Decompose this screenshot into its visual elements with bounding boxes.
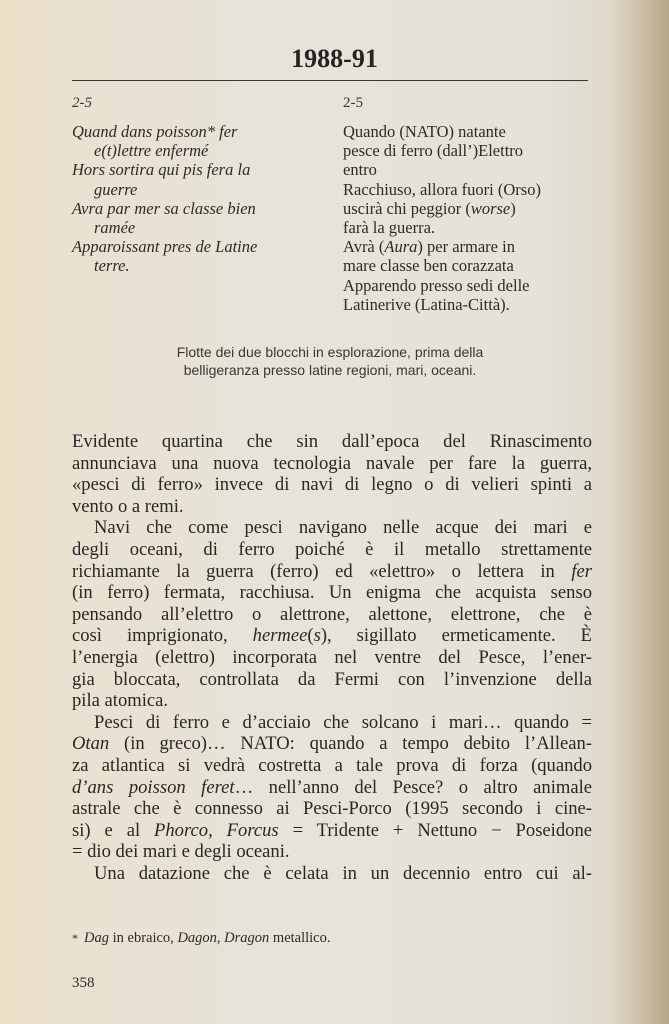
text-run: Evidente quartina che sin dall’epoca del Rinascimento (72, 431, 592, 452)
french-quatrain (72, 122, 257, 276)
text-run: Racchiuso, allora fuori (Orso) (343, 179, 541, 199)
text-run: , (208, 819, 227, 841)
text-run: in ebraico, (108, 930, 178, 946)
body-line (72, 863, 592, 885)
body-line (72, 431, 592, 453)
italian-translation (343, 122, 541, 314)
italic-text: worse (470, 198, 511, 218)
body-line (72, 496, 592, 518)
translation-line (343, 276, 541, 295)
italic-text: Dag (84, 930, 109, 946)
text-run: metallico. (269, 930, 331, 946)
header-rule (72, 80, 588, 81)
caption-line: belligeranza presso latine regioni, mari, oceani. (183, 362, 477, 378)
quatrain-line: ramée (94, 218, 136, 238)
italic-text: Phorco (154, 819, 209, 841)
page-number: 358 (72, 975, 95, 991)
body-line (72, 733, 592, 755)
left-column-label: 2-5 (72, 95, 92, 111)
text-run: Navi che come pesci navigano nelle acque dei mari e (94, 517, 592, 539)
body-line (72, 798, 592, 820)
text-run: vento o a remi. (72, 495, 184, 517)
text-run: richiamante la guerra (ferro) ed «elettro» o lettera in (72, 560, 572, 582)
quatrain-line: Apparoissant pres de Latine (72, 237, 258, 257)
translation-line (343, 160, 541, 179)
text-run: (in ferro) fermata, racchiusa. Un enigma che acquista senso (72, 582, 592, 604)
text-run: pesce di ferro (dall’)Elettro (343, 141, 524, 161)
italic-text: d’ans poisson feret (72, 776, 235, 798)
body-line (72, 453, 592, 475)
text-run: = dio dei mari e degli oceani. (72, 841, 290, 863)
text-run: astrale che è connesso ai Pesci-Porco (1995 secondo i cine- (72, 798, 592, 820)
quatrain-line: e(t)lettre enfermé (94, 141, 209, 161)
text-run: Quando (NATO) natante (343, 122, 506, 141)
text-run: Una datazione che è celata in un decennio entro cui al- (94, 862, 592, 884)
text-run: gia bloccata, controllata da Fermi con l’invenzione della (72, 668, 592, 690)
text-run: pila atomica. (72, 690, 169, 712)
body-line (72, 841, 592, 863)
quatrain-line: Hors sortira qui pis fera la (72, 160, 251, 180)
quatrain-line: Avra par mer sa classe bien (72, 198, 256, 218)
footnote-marker: * (72, 931, 78, 945)
text-run: entro (343, 160, 377, 180)
quatrain-line: Quand dans poisson* fer (72, 122, 238, 141)
right-column-label: 2-5 (343, 95, 363, 111)
body-line (72, 625, 592, 647)
body-line (72, 777, 592, 799)
italic-text: Dagon (177, 930, 217, 946)
text-run: così imprigionato, (72, 625, 253, 647)
body-line (72, 647, 592, 669)
translation-line (343, 199, 541, 218)
text-run: annunciava una nuova tecnologia navale per fare la guerra, (72, 452, 592, 474)
body-line (72, 517, 592, 539)
text-run: = Tridente + Nettuno − Poseidone (278, 819, 592, 841)
translation-line (343, 256, 541, 275)
text-run: ( (307, 625, 314, 647)
quatrain-line: terre. (94, 256, 130, 276)
body-line (72, 712, 592, 734)
body-line (72, 690, 592, 712)
text-run: «pesci di ferro» invece di navi di legno o di velieri spinti a (72, 474, 592, 496)
body-text (72, 431, 592, 884)
body-line (72, 669, 592, 691)
italic-text: s (313, 625, 321, 647)
caption-line: Flotte dei due blocchi in esplorazione, prima della (176, 344, 484, 360)
quatrain-line: guerre (94, 179, 138, 199)
text-run: farà la guerra. (343, 218, 436, 238)
text-run: Apparendo presso sedi delle (343, 275, 530, 295)
text-run: … nell’anno del Pesce? o altro animale (234, 776, 592, 798)
text-run: Latinerive (Latina-Città). (343, 294, 510, 314)
text-run: (in greco)… NATO: quando a tempo debito l’Allean- (109, 733, 592, 755)
translation-line (343, 218, 541, 237)
text-run: mare classe ben corazzata (343, 256, 514, 276)
body-line (72, 474, 592, 496)
italic-text: Dragon (224, 930, 270, 946)
body-line (72, 539, 592, 561)
body-line (72, 582, 592, 604)
italic-text: hermee (252, 625, 308, 647)
text-run: ) per armare in (417, 237, 515, 257)
body-line (72, 561, 592, 583)
text-run: ) (510, 198, 516, 218)
body-line (72, 755, 592, 777)
translation-line (343, 180, 541, 199)
body-line (72, 820, 592, 842)
body-line (72, 604, 592, 626)
italic-text: Aura (384, 237, 418, 257)
text-run: uscirà chi peggior ( (343, 198, 471, 218)
text-run: Pesci di ferro e d’acciaio che solcano i mari… quando = (94, 711, 592, 733)
text-run: Avrà ( (343, 237, 385, 257)
text-run: degli oceani, di ferro poiché è il metallo strettamente (72, 538, 592, 560)
footnote (72, 930, 331, 947)
italic-text: Otan (72, 733, 110, 755)
text-run: si) e al (72, 819, 155, 841)
text-run: za atlantica si vedrà costretta a tale prova di forza (quando (72, 754, 592, 776)
text-run: ), sigillato ermeticamente. È (320, 625, 592, 647)
translation-line (343, 295, 541, 314)
translation-line (343, 122, 541, 141)
caption (100, 343, 560, 379)
text-run: pensando all’elettro o alettrone, alettone, elettrone, che è (72, 603, 592, 625)
translation-line (343, 141, 541, 160)
translation-line (343, 237, 541, 256)
page-title: 1988-91 (291, 44, 378, 73)
text-run: , (216, 930, 225, 946)
text-run: l’energia (elettro) incorporata nel ventre del Pesce, l’ener- (72, 646, 592, 668)
italic-text: fer (571, 560, 592, 582)
italic-text: Forcus (226, 819, 279, 841)
